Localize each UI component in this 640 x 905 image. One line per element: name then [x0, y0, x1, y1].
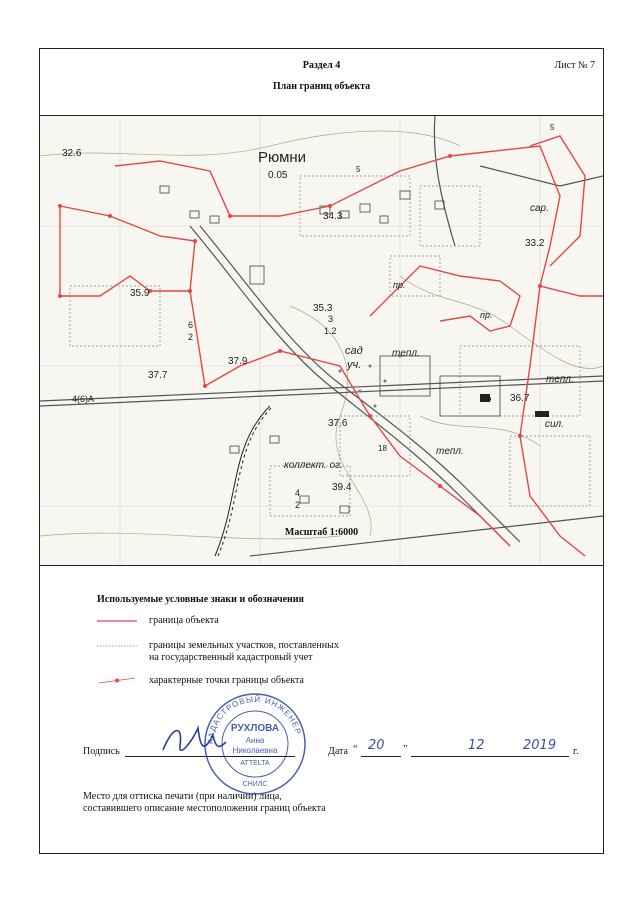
label-34-3: 34.3	[323, 211, 343, 222]
label-36-7: 36.7	[510, 393, 530, 404]
label-sar: сар.	[530, 203, 549, 214]
legend-label: характерные точки границы объекта	[149, 675, 304, 686]
label-35-9: 35.9	[130, 288, 150, 299]
map-scale: Масштаб 1:6000	[284, 527, 359, 538]
label-5b: 5	[550, 123, 555, 132]
legend-label: границы земельных участков, поставленных	[149, 640, 339, 651]
label-fraction2-top: 3	[328, 314, 334, 324]
document-frame	[39, 48, 604, 854]
date-close-quote: ”	[403, 744, 408, 755]
label-37-6: 37.6	[328, 418, 348, 429]
label-village: Рюмни	[258, 149, 307, 166]
svg-text:КАДАСТРОВЫЙ ИНЖЕНЕР: КАДАСТРОВЫЙ ИНЖЕНЕР	[205, 694, 303, 745]
red-line-icon	[97, 615, 137, 627]
label-fraction3-bottom: 2	[295, 500, 301, 510]
label-fraction3-top: 4	[295, 488, 301, 498]
svg-text:Анна: Анна	[245, 736, 265, 745]
svg-text:СНИЛС: СНИЛС	[242, 781, 268, 788]
sheet-number: Лист № 7	[554, 60, 595, 71]
date-month: 12	[468, 738, 485, 753]
signature-label: Подпись	[83, 746, 120, 757]
caption-line-2: составившего описание местоположения границ объекта	[83, 803, 326, 814]
cadastral-map	[40, 115, 603, 566]
date-month-year-line	[411, 756, 569, 757]
label-33-2: 33.2	[525, 238, 545, 249]
label-kollekt: коллект. ог.	[284, 460, 343, 471]
label-tepl-2: тепл.	[546, 374, 574, 385]
caption-line-1: Место для оттиска печати (при наличии) лица,	[83, 791, 282, 802]
handwritten-signature	[158, 720, 228, 762]
label-39-4: 39.4	[332, 482, 352, 493]
label-sil: сил.	[545, 419, 564, 430]
map-drawing	[40, 116, 603, 565]
label-37-7: 37.7	[148, 370, 168, 381]
label-tepl-1: тепл.	[392, 348, 420, 359]
svg-text:ATTELTA: ATTELTA	[240, 760, 270, 767]
section-heading: Раздел 4	[302, 60, 341, 71]
label-garden: сад	[345, 345, 363, 357]
plan-title: План границ объекта	[272, 81, 371, 92]
legend-label-continued: на государственный кадастровый учет	[149, 652, 313, 663]
label-35-3: 35.3	[313, 303, 333, 314]
date-year: 2019	[523, 738, 557, 753]
red-point-icon	[97, 675, 137, 687]
label-pr-2: пр.	[480, 310, 493, 320]
dotted-line-icon	[97, 640, 137, 652]
legend-label: граница объекта	[149, 615, 219, 626]
label-village-value: 0.05	[268, 170, 288, 181]
date-day: 20	[368, 738, 385, 753]
label-fraction2-bottom: 1.2	[324, 326, 337, 336]
date-day-line	[361, 756, 401, 757]
label-fraction-top: 6	[188, 320, 194, 330]
label-18: 18	[378, 444, 387, 453]
label-pr-1: пр.	[393, 280, 406, 290]
date-open-quote: “	[353, 744, 358, 755]
stamp-place-caption	[83, 791, 326, 815]
label-tepl-3: тепл.	[436, 446, 464, 457]
label-road: 4(6)А	[72, 394, 95, 404]
label-37-9: 37.9	[228, 356, 248, 367]
date-label: Дата	[328, 746, 348, 757]
label-5: 5	[356, 165, 361, 174]
label-fraction-bottom: 2	[188, 332, 194, 342]
svg-text:РУХЛОВА: РУХЛОВА	[230, 723, 280, 734]
label-32-6: 32.6	[62, 148, 82, 159]
legend-title: Используемые условные знаки и обозначения	[97, 594, 304, 605]
svg-text:Николаевна: Николаевна	[232, 746, 278, 755]
label-garden-2: уч.	[347, 359, 362, 371]
year-suffix: г.	[573, 746, 579, 757]
